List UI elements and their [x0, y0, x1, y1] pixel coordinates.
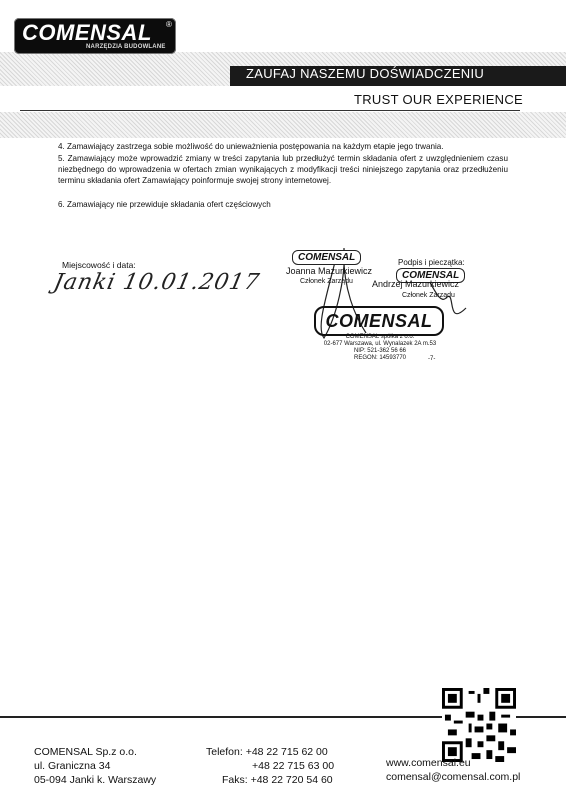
footer-website-link[interactable]: www.comensal.eu [386, 757, 471, 769]
header-rule [20, 110, 520, 111]
company-stamp-line: COMENSAL spółka z o.o. [345, 334, 415, 340]
company-stamp-logo: COMENSAL [314, 306, 444, 336]
signer-1-name: Joanna Mazurkiewicz [286, 266, 373, 276]
company-stamp-line: REGON: 14593770 [353, 355, 407, 361]
signer-1-role: Członek Zarządu [300, 278, 353, 285]
paragraph-5: 5. Zamawiający może wprowadzić zmiany w treści zapytania lub przedłużyć termin składania ofert z uwzględnieniem czasu niezbędnego do wprowadzenia w ofertach zmian wynikających z modyfikacji treści niniejszego zapytania oraz przedłużeniu terminu składania ofert Zamawiający poinformuje swojej strony internetowej. [58, 154, 508, 186]
page-number: -7- [428, 356, 436, 362]
registered-mark: ® [166, 20, 172, 29]
footer-phone-2: +48 22 715 63 00 [252, 760, 335, 772]
footer-phone-1: Telefon: +48 22 715 62 00 [206, 746, 328, 758]
qr-code-icon [442, 688, 516, 762]
paragraph-4: 4. Zamawiający zastrzega sobie możliwość do unieważnienia postępowania na każdym etapie jego trwania. [58, 142, 444, 151]
company-stamp-line: NIP: 521-362 56 66 [353, 348, 407, 354]
signer-2-role: Członek Zarządu [402, 292, 455, 299]
logo-tagline: NARZĘDZIA BUDOWLANE [86, 44, 166, 50]
footer-fax: Faks: +48 22 720 54 60 [222, 774, 333, 786]
stamp-comensal-1: COMENSAL [292, 250, 361, 265]
footer-city: 05-094 Janki k. Warszawy [34, 774, 157, 786]
handwritten-place-date: Janki 10.01.2017 [51, 270, 263, 295]
footer-company: COMENSAL Sp.z o.o. [34, 746, 137, 758]
slogan-english: TRUST OUR EXPERIENCE [354, 92, 524, 107]
logo-text: COMENSAL [22, 20, 152, 45]
company-stamp-line: 02-677 Warszawa, ul. Wynalazek 2A m.53 [323, 341, 437, 347]
signature-label: Podpis i pieczątka: [398, 258, 465, 267]
footer-street: ul. Graniczna 34 [34, 760, 111, 772]
slogan-polish: ZAUFAJ NASZEMU DOŚWIADCZENIU [246, 66, 485, 81]
signer-2-name: Andrzej Mazurkiewicz [372, 279, 460, 289]
place-date-label: Miejscowość i data: [62, 260, 136, 270]
paragraph-6: 6. Zamawiający nie przewiduje składania ofert częściowych [58, 200, 271, 209]
stamp-comensal-2: COMENSAL [396, 268, 465, 283]
footer-email-link[interactable]: comensal@comensal.com.pl [386, 771, 521, 783]
